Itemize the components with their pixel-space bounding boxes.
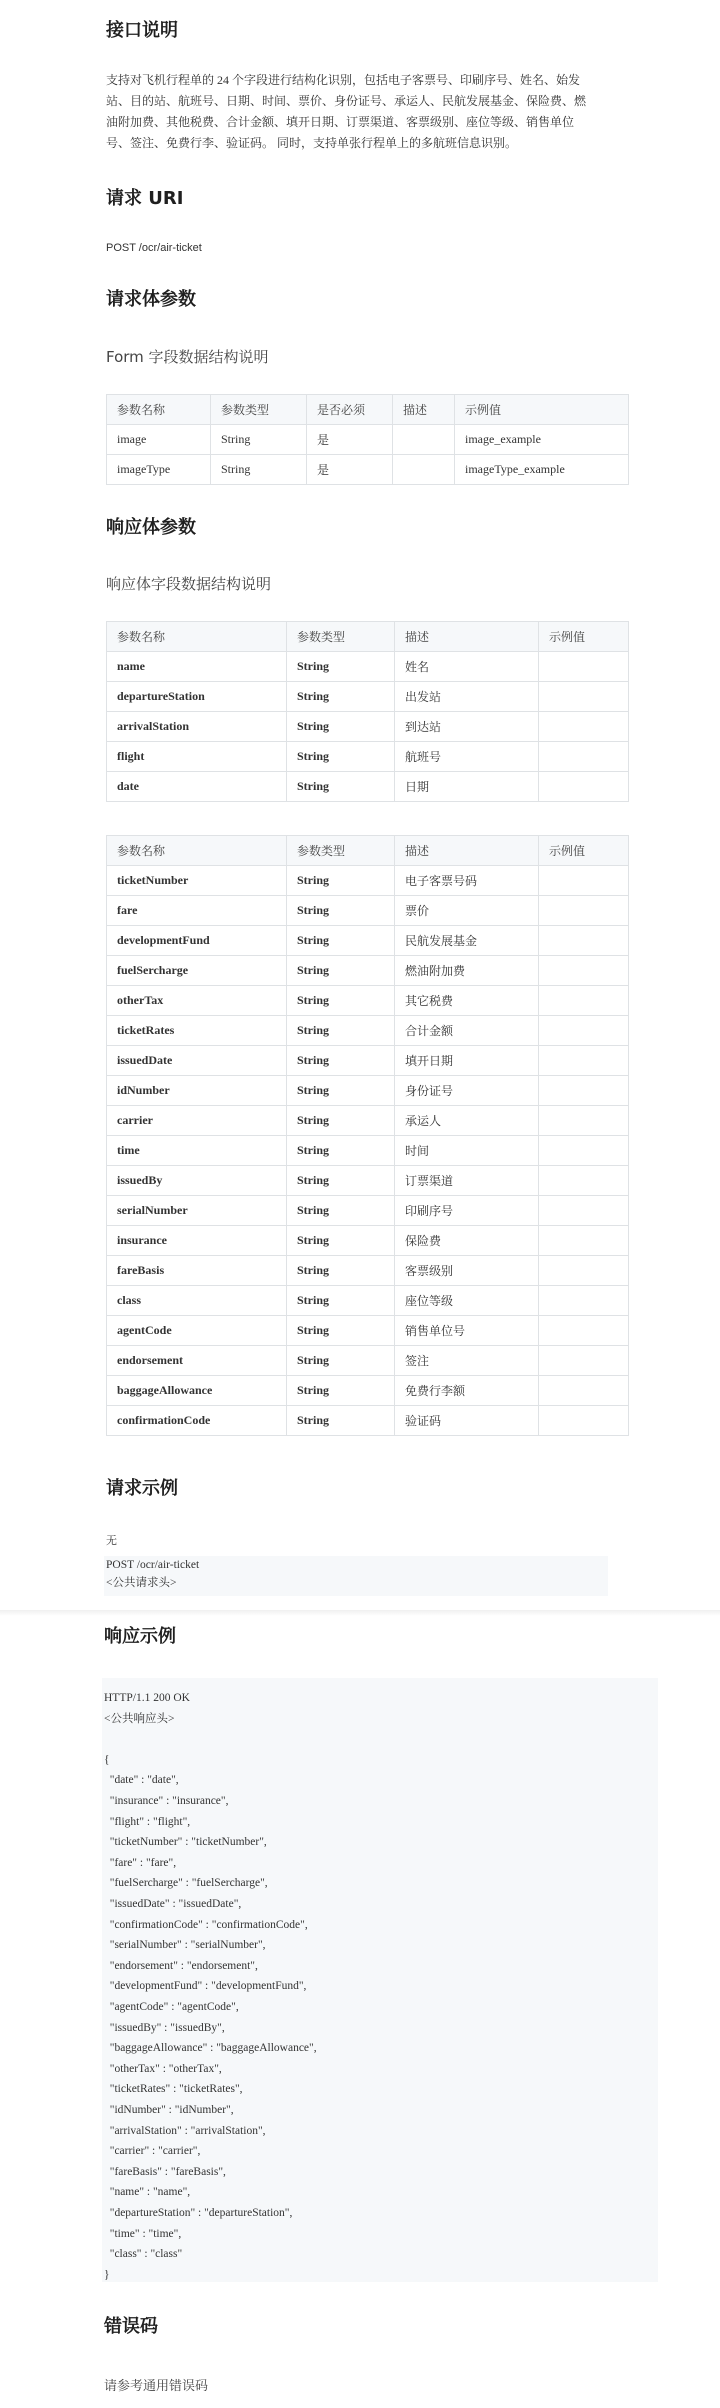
code-line: "developmentFund" : "developmentFund",	[104, 1980, 307, 1993]
cell: fare	[107, 896, 287, 926]
header-cell: 示例值	[539, 836, 629, 866]
table-row	[107, 986, 629, 1016]
cell: name	[107, 652, 287, 682]
cell: date	[107, 772, 287, 802]
table-row	[107, 1346, 629, 1376]
cell: departureStation	[107, 682, 287, 712]
cell: image	[107, 425, 211, 455]
cell: String	[287, 1046, 395, 1076]
code-line: POST /ocr/air-ticket	[106, 1559, 200, 1571]
cell: 燃油附加费	[395, 956, 539, 986]
cell: fuelSercharge	[107, 956, 287, 986]
cell	[539, 1286, 629, 1316]
cell: insurance	[107, 1226, 287, 1256]
cell: String	[211, 425, 307, 455]
cell	[539, 956, 629, 986]
cell	[539, 772, 629, 802]
cell	[539, 866, 629, 896]
code-line: "departureStation" : "departureStation",	[104, 2207, 293, 2219]
header-cell: 示例值	[455, 395, 629, 425]
cell: time	[107, 1136, 287, 1166]
table-row	[107, 1106, 629, 1136]
cell: carrier	[107, 1106, 287, 1136]
cell: 其它税费	[395, 986, 539, 1016]
code-line: }	[104, 2268, 110, 2281]
section-title-response-body: 响应体参数	[106, 517, 196, 538]
response-struct-title: 响应体字段数据结构说明	[106, 575, 272, 593]
response-params-table-1	[106, 621, 629, 802]
cell: endorsement	[107, 1346, 287, 1376]
header-cell: 参数名称	[107, 836, 287, 866]
cell: confirmationCode	[107, 1406, 287, 1436]
cell: developmentFund	[107, 926, 287, 956]
cell	[539, 1256, 629, 1286]
table-row	[107, 1076, 629, 1106]
cell: 承运人	[395, 1106, 539, 1136]
code-line: <公共响应头>	[104, 1712, 175, 1725]
code-line: "idNumber" : "idNumber",	[104, 2104, 234, 2116]
cell: String	[287, 1226, 395, 1256]
cell: String	[287, 956, 395, 986]
cell: String	[287, 1316, 395, 1346]
cell: 印刷序号	[395, 1196, 539, 1226]
cell: 合计金额	[395, 1016, 539, 1046]
table-header-row	[107, 836, 629, 866]
table-row	[107, 1226, 629, 1256]
code-line: "carrier" : "carrier",	[104, 2145, 201, 2158]
cell: arrivalStation	[107, 712, 287, 742]
cell: String	[287, 1286, 395, 1316]
cell: imageType_example	[455, 455, 629, 485]
table-row	[107, 1406, 629, 1436]
table-row	[107, 682, 629, 712]
cell: ticketNumber	[107, 866, 287, 896]
code-line: "fuelSercharge" : "fuelSercharge",	[104, 1877, 268, 1890]
interface-description: 支持对飞机行程单的 24 个字段进行结构化识别，包括电子客票号、印刷序号、姓名、始发站、目的站、航班号、日期、时间、票价、身份证号、承运人、民航发展基金、保险费、燃油附加费、其他税费、合计金额、填开日期、订票渠道、客票级别、座位等级、销售单位号、签注、免费行李、验证码。 同时，支持单张行程单上的多航班信息识别。	[106, 73, 587, 150]
code-line: "insurance" : "insurance",	[104, 1795, 229, 1807]
page-divider	[0, 1610, 720, 1616]
cell	[539, 1316, 629, 1346]
cell	[539, 682, 629, 712]
cell: String	[287, 1256, 395, 1286]
cell	[539, 1046, 629, 1076]
cell: String	[287, 986, 395, 1016]
cell: image_example	[455, 425, 629, 455]
cell	[539, 1346, 629, 1376]
cell: 客票级别	[395, 1256, 539, 1286]
table-row	[107, 926, 629, 956]
cell: serialNumber	[107, 1196, 287, 1226]
code-line: "endorsement" : "endorsement",	[104, 1959, 258, 1972]
response-example-code	[102, 1678, 658, 2282]
code-line: "time" : "time",	[104, 2227, 182, 2240]
cell: imageType	[107, 455, 211, 485]
section-title-request-body: 请求体参数	[106, 289, 196, 310]
section-title-uri: 请求 URI	[106, 188, 184, 209]
header-cell: 参数名称	[107, 622, 287, 652]
cell: 身份证号	[395, 1076, 539, 1106]
cell: issuedBy	[107, 1166, 287, 1196]
table-row	[107, 455, 629, 485]
header-cell: 参数类型	[287, 836, 395, 866]
cell: 日期	[395, 772, 539, 802]
table-row	[107, 1136, 629, 1166]
code-line: <公共请求头>	[106, 1577, 177, 1589]
cell	[539, 1136, 629, 1166]
code-line: "flight" : "flight",	[104, 1815, 191, 1828]
cell: String	[287, 1376, 395, 1406]
cell: String	[211, 455, 307, 485]
table-header-row	[107, 395, 629, 425]
error-code-desc: 请参考通用错误码	[104, 2379, 209, 2394]
cell	[539, 896, 629, 926]
code-line: "fareBasis" : "fareBasis",	[104, 2165, 226, 2178]
table-row	[107, 1046, 629, 1076]
table-row	[107, 1256, 629, 1286]
table-row	[107, 1166, 629, 1196]
table-row	[107, 772, 629, 802]
cell: String	[287, 866, 395, 896]
cell: 座位等级	[395, 1286, 539, 1316]
cell: 电子客票号码	[395, 866, 539, 896]
cell	[539, 652, 629, 682]
header-cell: 参数名称	[107, 395, 211, 425]
table-header-row	[107, 622, 629, 652]
cell: 是	[307, 425, 393, 455]
code-line: "fare" : "fare",	[104, 1856, 177, 1869]
table-row	[107, 425, 629, 455]
form-struct-title: Form 字段数据结构说明	[106, 348, 269, 366]
code-line: HTTP/1.1 200 OK	[104, 1692, 190, 1704]
code-line: "date" : "date",	[104, 1774, 179, 1787]
table-row	[107, 652, 629, 682]
cell: baggageAllowance	[107, 1376, 287, 1406]
code-line: "baggageAllowance" : "baggageAllowance",	[104, 2042, 317, 2055]
code-line: "issuedBy" : "issuedBy",	[104, 2021, 225, 2034]
table-row	[107, 1316, 629, 1346]
table-row	[107, 896, 629, 926]
cell: agentCode	[107, 1316, 287, 1346]
request-example-none: 无	[106, 1535, 117, 1547]
cell: String	[287, 772, 395, 802]
response-params-table-2	[106, 835, 629, 1436]
code-line: "confirmationCode" : "confirmationCode",	[104, 1918, 308, 1931]
code-line: "ticketNumber" : "ticketNumber",	[104, 1836, 267, 1849]
code-line: "agentCode" : "agentCode",	[104, 2001, 239, 2013]
code-line: "serialNumber" : "serialNumber",	[104, 1939, 266, 1952]
cell	[539, 1016, 629, 1046]
section-title-error-code: 错误码	[104, 2316, 158, 2337]
header-cell: 描述	[395, 836, 539, 866]
cell: String	[287, 742, 395, 772]
cell	[539, 1166, 629, 1196]
table-row	[107, 956, 629, 986]
cell: String	[287, 1076, 395, 1106]
cell	[539, 1406, 629, 1436]
cell: 票价	[395, 896, 539, 926]
uri-value: POST /ocr/air-ticket	[106, 242, 202, 254]
cell: 民航发展基金	[395, 926, 539, 956]
table-row	[107, 866, 629, 896]
cell: String	[287, 1166, 395, 1196]
table-row	[107, 1376, 629, 1406]
cell: 验证码	[395, 1406, 539, 1436]
cell: 时间	[395, 1136, 539, 1166]
cell: String	[287, 896, 395, 926]
cell: flight	[107, 742, 287, 772]
cell: String	[287, 712, 395, 742]
table-row	[107, 742, 629, 772]
header-cell: 描述	[395, 622, 539, 652]
header-cell: 描述	[393, 395, 455, 425]
code-line: "name" : "name",	[104, 2186, 191, 2199]
code-line: "ticketRates" : "ticketRates",	[104, 2083, 243, 2096]
cell	[393, 455, 455, 485]
request-example-code	[104, 1556, 608, 1596]
cell	[539, 1196, 629, 1226]
cell: fareBasis	[107, 1256, 287, 1286]
code-line: "arrivalStation" : "arrivalStation",	[104, 2124, 266, 2137]
cell	[539, 926, 629, 956]
cell	[539, 1376, 629, 1406]
table-row	[107, 1196, 629, 1226]
cell: String	[287, 652, 395, 682]
form-params-table	[106, 394, 629, 485]
header-cell: 示例值	[539, 622, 629, 652]
cell: String	[287, 1406, 395, 1436]
cell	[539, 742, 629, 772]
cell: String	[287, 1196, 395, 1226]
section-title-request-example: 请求示例	[106, 1478, 178, 1499]
cell: String	[287, 1136, 395, 1166]
cell: 姓名	[395, 652, 539, 682]
cell: 航班号	[395, 742, 539, 772]
cell: String	[287, 682, 395, 712]
cell: String	[287, 926, 395, 956]
cell: String	[287, 1106, 395, 1136]
header-cell: 是否必须	[307, 395, 393, 425]
code-line: "class" : "class"	[104, 2248, 183, 2261]
cell: 出发站	[395, 682, 539, 712]
cell: String	[287, 1346, 395, 1376]
cell	[393, 425, 455, 455]
cell: 签注	[395, 1346, 539, 1376]
cell: 填开日期	[395, 1046, 539, 1076]
table-row	[107, 1286, 629, 1316]
header-cell: 参数类型	[287, 622, 395, 652]
cell: idNumber	[107, 1076, 287, 1106]
header-cell: 参数类型	[211, 395, 307, 425]
section-title-interface: 接口说明	[106, 20, 178, 41]
section-title-response-example: 响应示例	[104, 1626, 176, 1647]
cell: ticketRates	[107, 1016, 287, 1046]
table-row	[107, 712, 629, 742]
cell: otherTax	[107, 986, 287, 1016]
cell: 订票渠道	[395, 1166, 539, 1196]
cell: 到达站	[395, 712, 539, 742]
cell: 销售单位号	[395, 1316, 539, 1346]
cell: 保险费	[395, 1226, 539, 1256]
code-line: "otherTax" : "otherTax",	[104, 2062, 222, 2075]
cell	[539, 986, 629, 1016]
table-row	[107, 1016, 629, 1046]
cell: issuedDate	[107, 1046, 287, 1076]
cell	[539, 1106, 629, 1136]
code-line: "issuedDate" : "issuedDate",	[104, 1898, 242, 1910]
cell: class	[107, 1286, 287, 1316]
cell: String	[287, 1016, 395, 1046]
cell	[539, 712, 629, 742]
cell	[539, 1226, 629, 1256]
cell	[539, 1076, 629, 1106]
cell: 免费行李额	[395, 1376, 539, 1406]
cell: 是	[307, 455, 393, 485]
code-line: {	[104, 1753, 110, 1766]
